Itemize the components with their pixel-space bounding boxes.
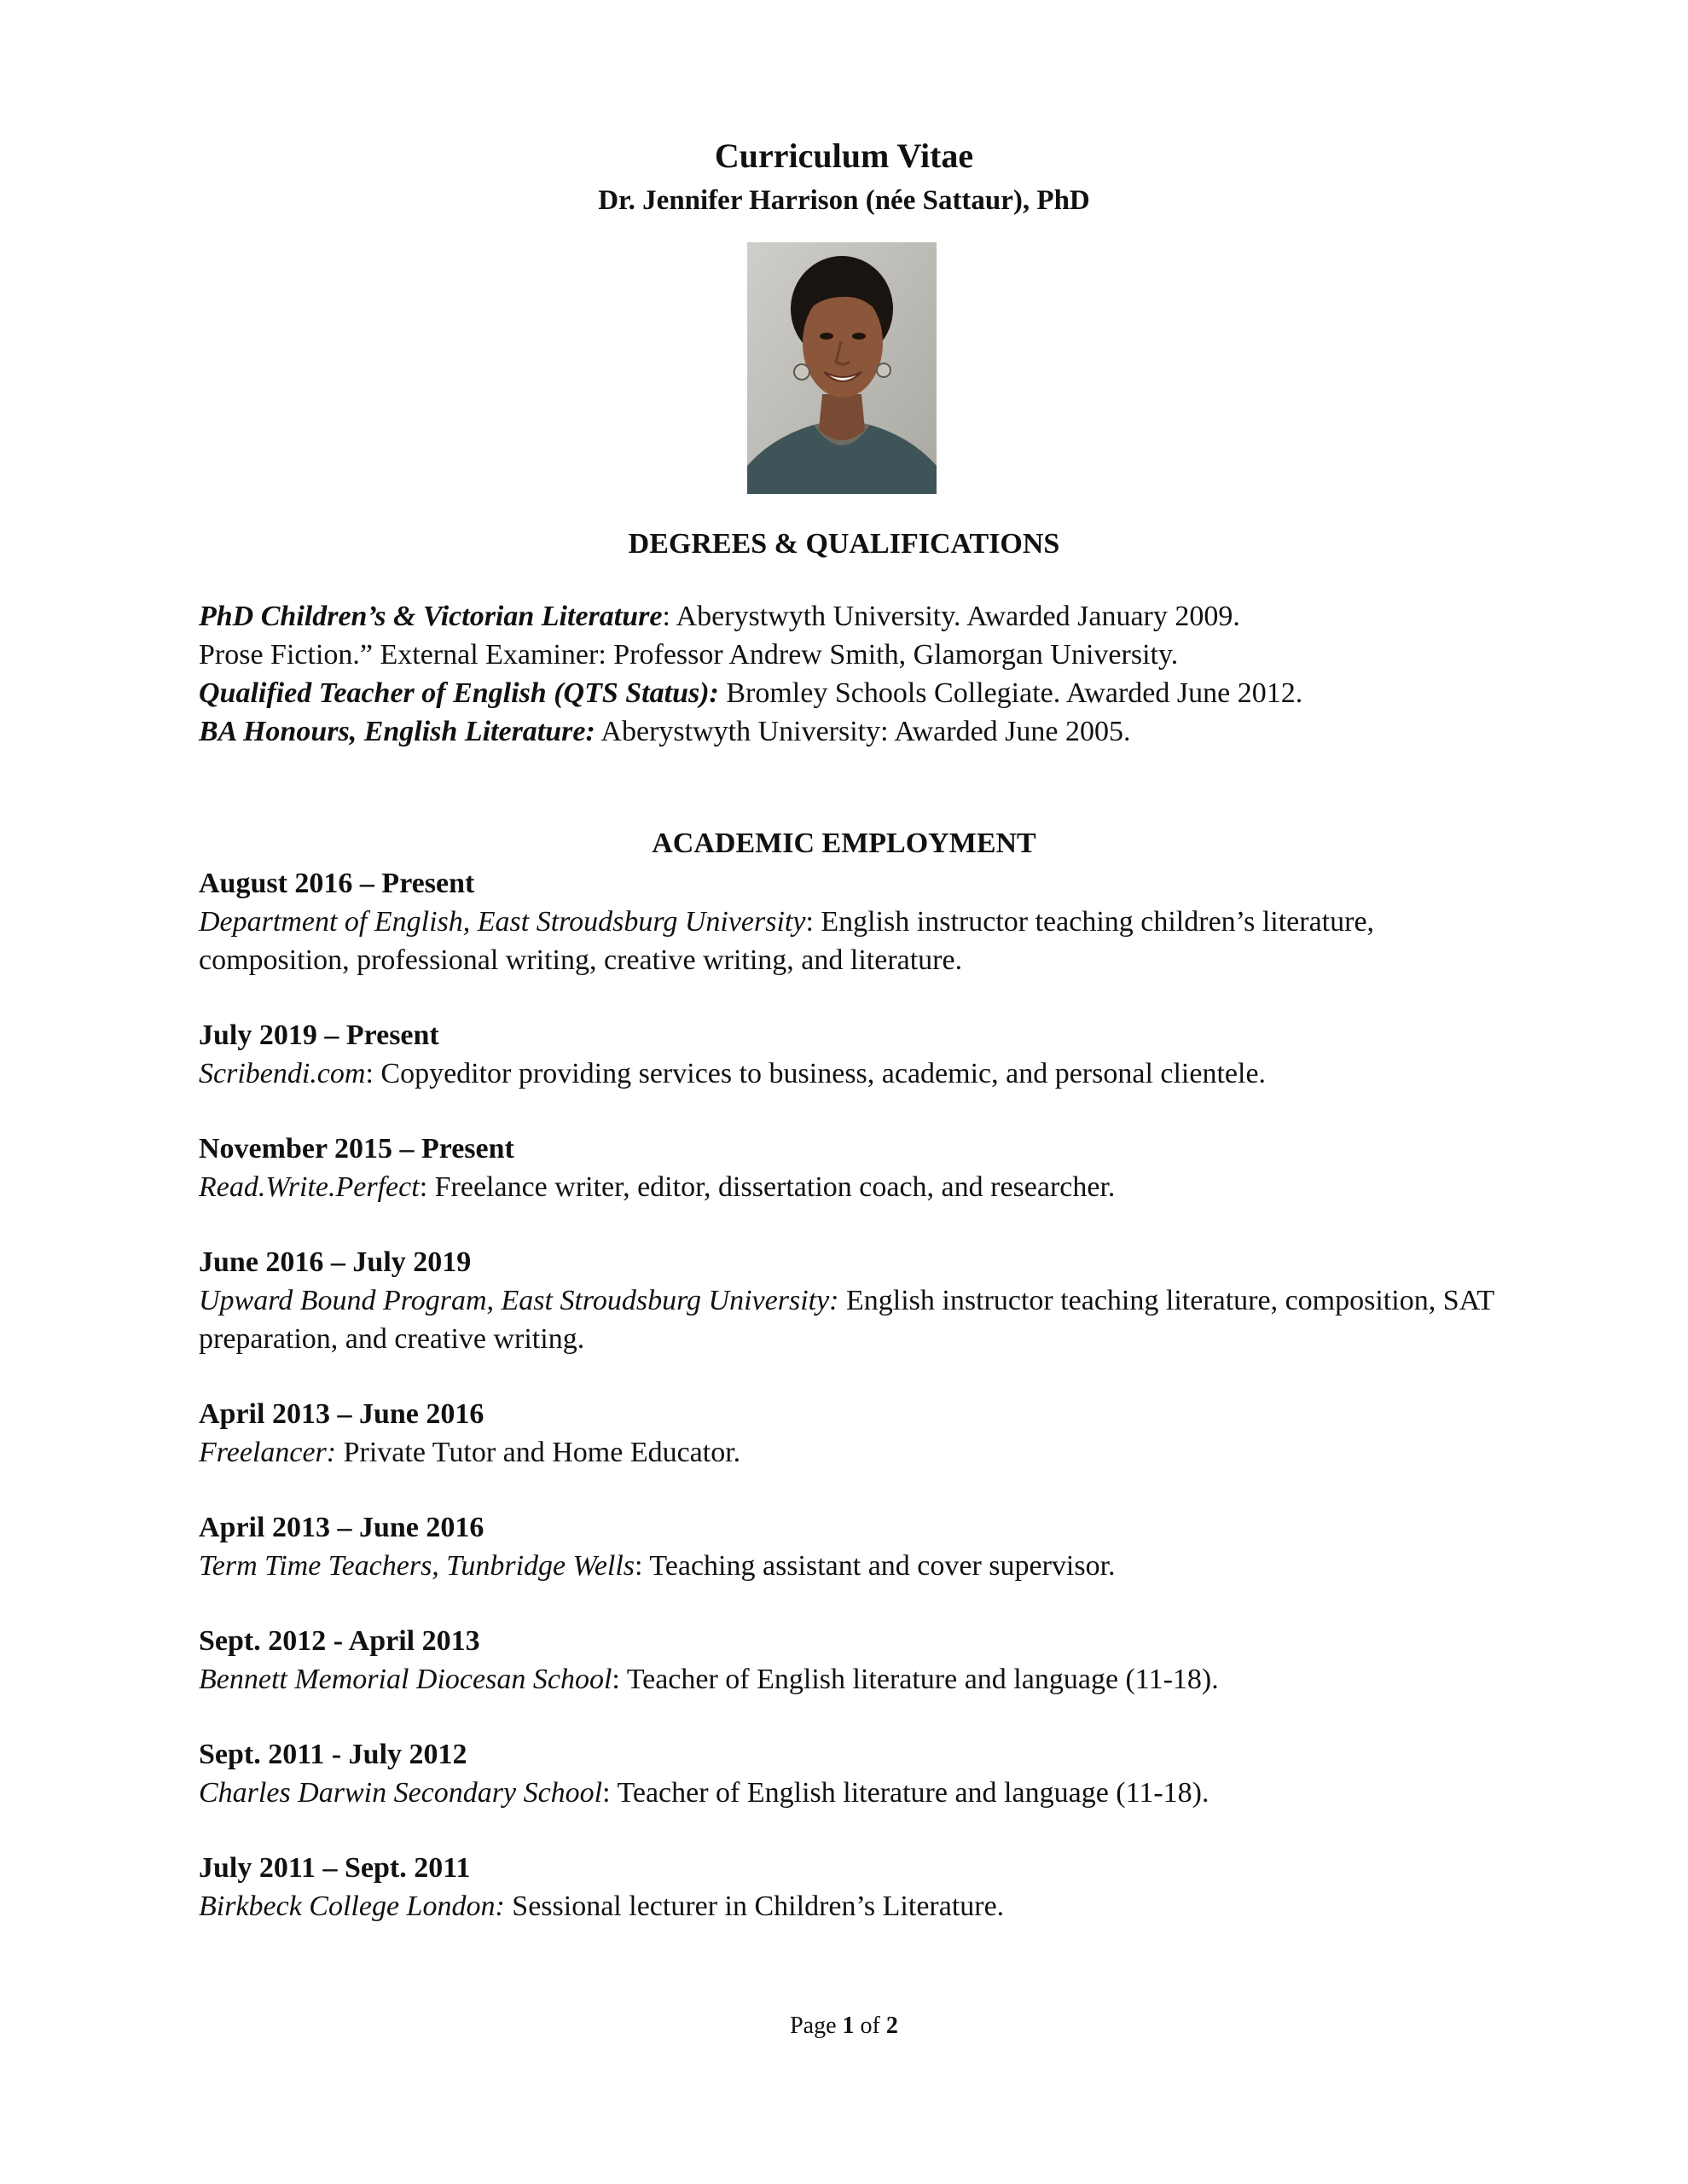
degree-text: Prose Fiction.” External Examiner: Professor Andrew Smith, Glamorgan University. xyxy=(199,639,1179,671)
employment-description: : Teacher of English literature and language (11-18). xyxy=(602,1777,1209,1809)
degrees-list xyxy=(199,597,1495,751)
employment-description: : Copyeditor providing services to business, academic, and personal clientele. xyxy=(365,1058,1267,1089)
employment-org: Read.Write.Perfect xyxy=(199,1171,420,1203)
page-label: Page xyxy=(790,2013,837,2039)
degree-title: BA Honours, English Literature: xyxy=(199,716,595,747)
employment-description: Private Tutor and Home Educator. xyxy=(336,1437,741,1468)
employment-date: Sept. 2012 - April 2013 xyxy=(199,1625,480,1657)
employment-date: November 2015 – Present xyxy=(199,1133,514,1165)
employment-entry xyxy=(199,1508,1495,1585)
employment-date: April 2013 – June 2016 xyxy=(199,1512,484,1543)
employment-org: Freelancer: xyxy=(199,1437,337,1468)
employment-date: Sept. 2011 - July 2012 xyxy=(199,1739,467,1770)
degree-separator: : xyxy=(662,601,670,632)
cv-title: Curriculum Vitae xyxy=(714,136,974,175)
page-footer xyxy=(0,2011,1688,2042)
degree-title: Qualified Teacher of English (QTS Status): xyxy=(199,677,719,709)
employment-org: Birkbeck College London: xyxy=(199,1891,505,1922)
employment-date: April 2013 – June 2016 xyxy=(199,1398,484,1430)
employment-org: Term Time Teachers, Tunbridge Wells xyxy=(199,1550,635,1582)
employment-description: : Teaching assistant and cover supervisor. xyxy=(635,1550,1116,1582)
employment-org: Upward Bound Program, East Stroudsburg University: xyxy=(199,1285,839,1316)
employment-description: : English instructor teaching children’s literature, composition, professional writing, creative writing, and literature. xyxy=(199,906,1375,976)
employment-description: : Teacher of English literature and language (11-18). xyxy=(612,1664,1219,1695)
employment-entry xyxy=(199,1016,1495,1093)
employment-entry xyxy=(199,1243,1495,1358)
employment-entry xyxy=(199,1622,1495,1699)
degree-text: Aberystwyth University: Awarded June 2005. xyxy=(595,716,1131,747)
page-total: 2 xyxy=(885,2013,898,2039)
degree-title: PhD Children’s & Victorian Literature xyxy=(199,601,663,632)
degree-item xyxy=(199,674,1495,712)
employment-date: August 2016 – Present xyxy=(199,868,475,899)
cv-subtitle: Dr. Jennifer Harrison (née Sattaur), PhD xyxy=(598,185,1090,216)
degree-text: Aberystwyth University. Awarded January 2009. xyxy=(670,601,1240,632)
portrait-photo xyxy=(747,242,937,494)
employment-description: : Freelance writer, editor, dissertation coach, and researcher. xyxy=(419,1171,1116,1203)
degree-item xyxy=(199,636,1495,674)
employment-date: July 2011 – Sept. 2011 xyxy=(199,1852,471,1884)
employment-entry xyxy=(199,1395,1495,1472)
degrees-heading: DEGREES & QUALIFICATIONS xyxy=(628,528,1060,560)
degree-text: Bromley Schools Collegiate. Awarded June 2012. xyxy=(718,677,1303,709)
employment-entry xyxy=(199,864,1495,979)
page-of-label: of xyxy=(860,2013,880,2039)
employment-date: July 2019 – Present xyxy=(199,1019,439,1051)
employment-entry xyxy=(199,1130,1495,1206)
degree-item xyxy=(199,712,1495,751)
employment-entry xyxy=(199,1735,1495,1812)
employment-org: Department of English, East Stroudsburg University xyxy=(199,906,806,938)
employment-org: Charles Darwin Secondary School xyxy=(199,1777,603,1809)
employment-org: Scribendi.com xyxy=(199,1058,366,1089)
employment-entry xyxy=(199,1849,1495,1926)
employment-date: June 2016 – July 2019 xyxy=(199,1246,472,1278)
employment-heading: ACADEMIC EMPLOYMENT xyxy=(652,828,1036,859)
employment-description: Sessional lecturer in Children’s Literature. xyxy=(504,1891,1005,1922)
employment-org: Bennett Memorial Diocesan School xyxy=(199,1664,612,1695)
employment-description: English instructor teaching literature, composition, SAT preparation, and creative writing. xyxy=(199,1285,1494,1355)
page-current: 1 xyxy=(842,2013,855,2039)
degree-item xyxy=(199,597,1495,636)
portrait-photo-icon xyxy=(747,242,937,494)
